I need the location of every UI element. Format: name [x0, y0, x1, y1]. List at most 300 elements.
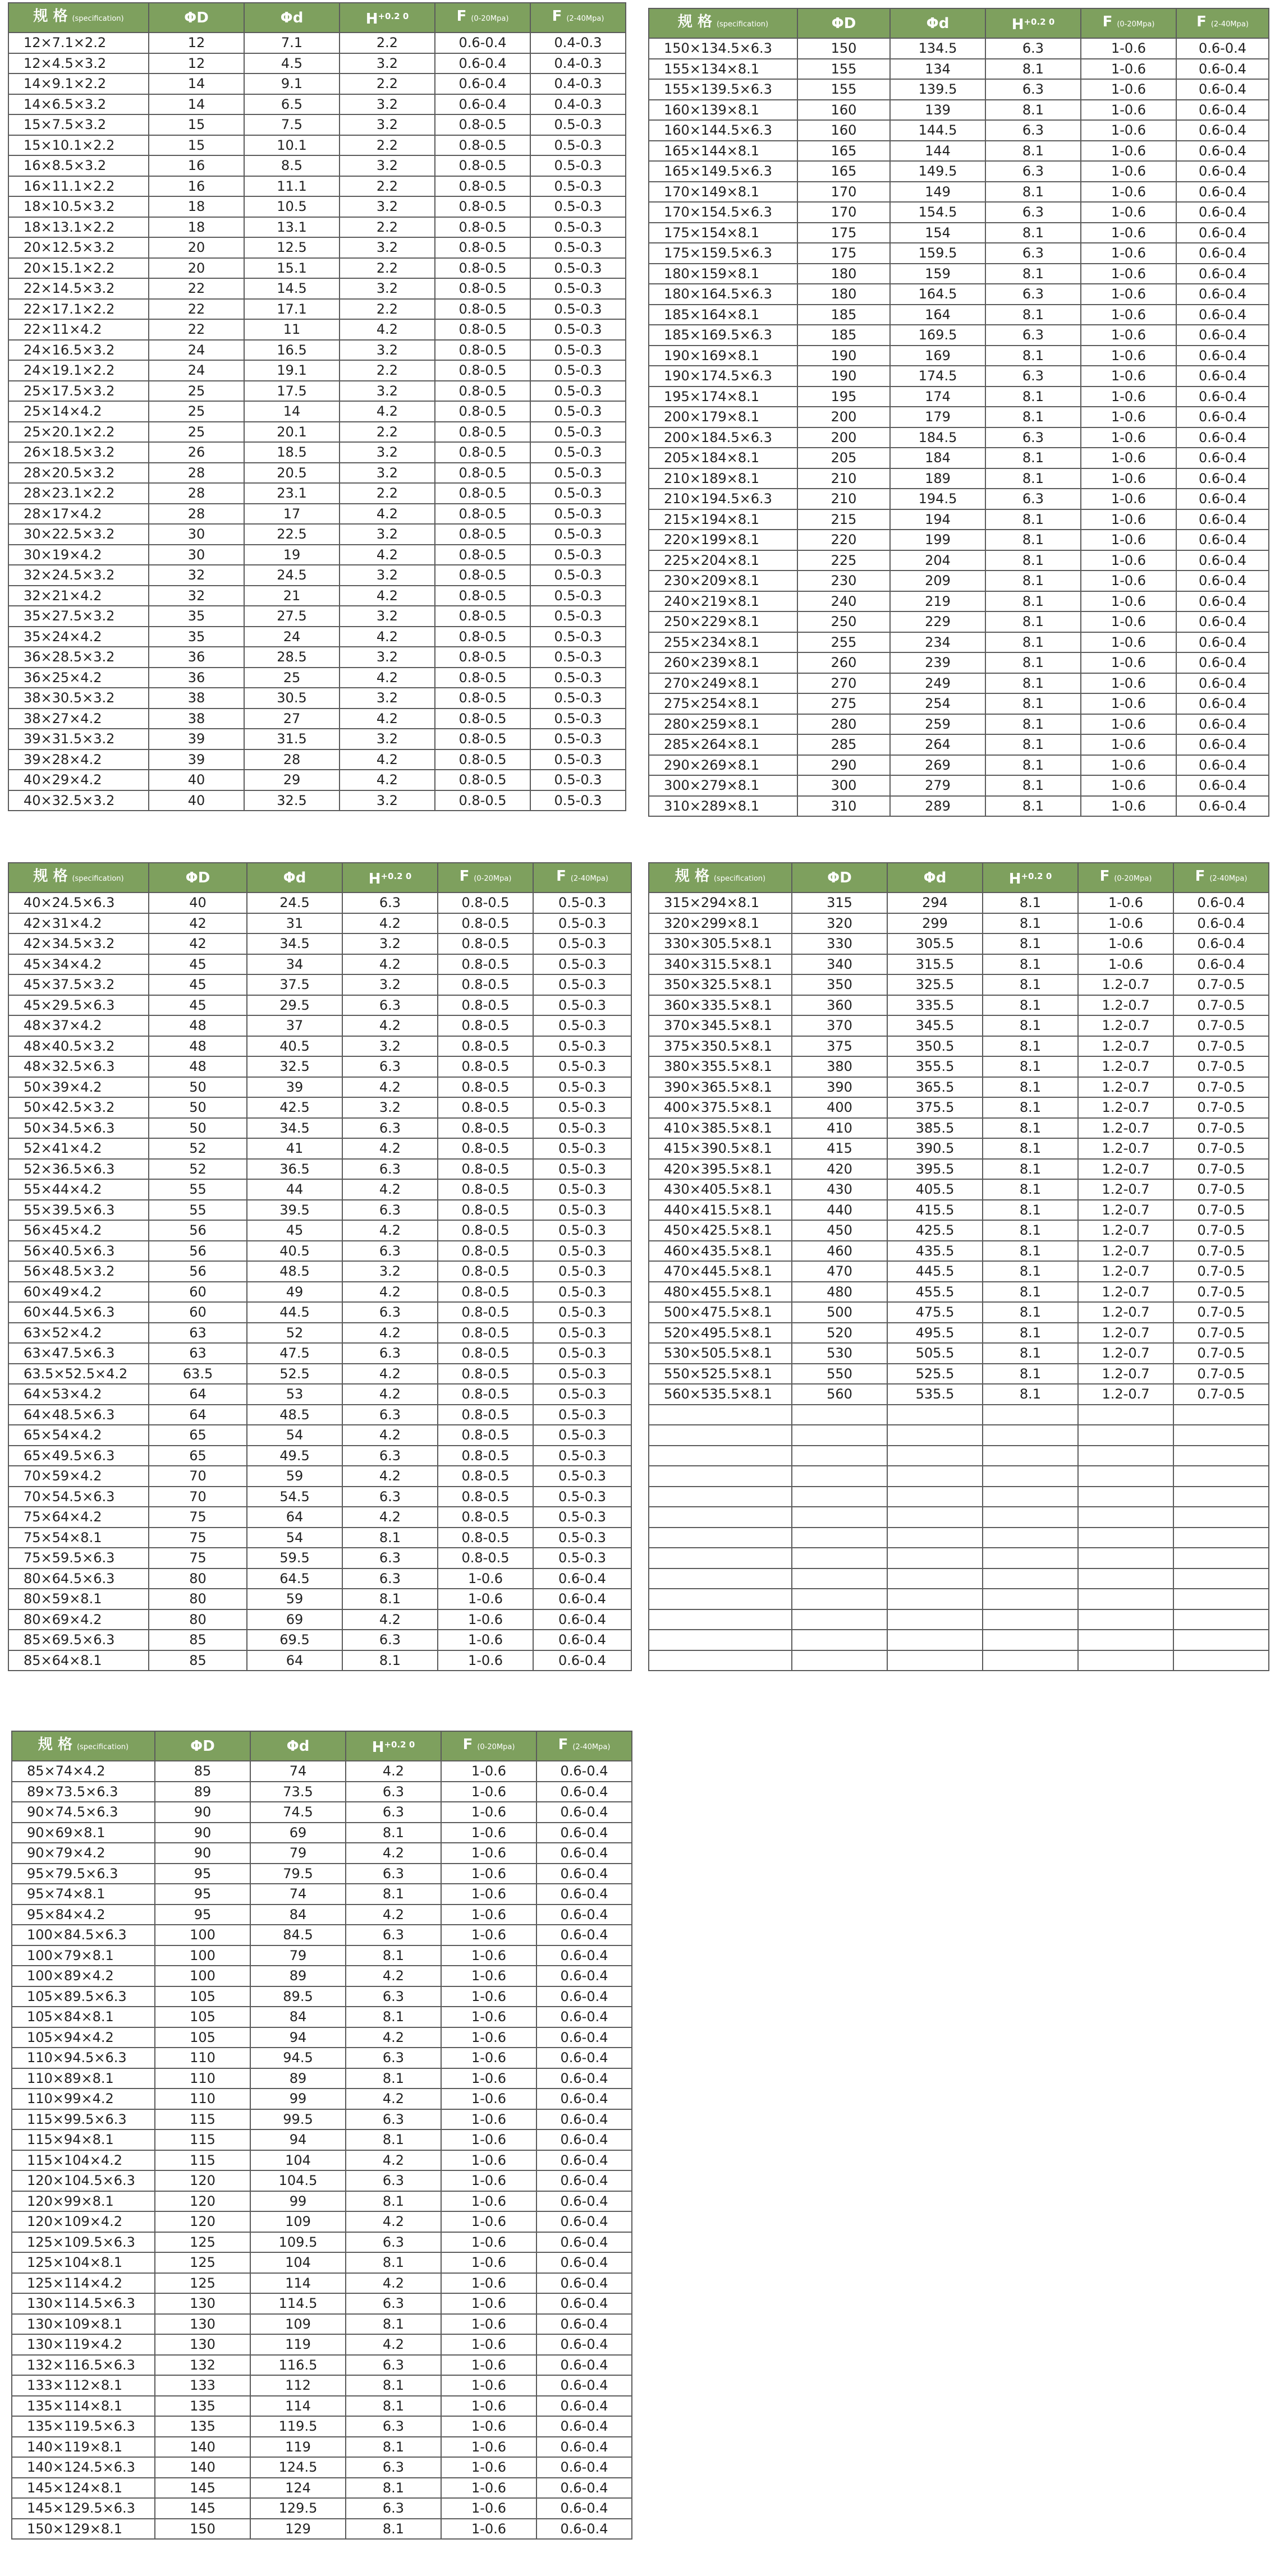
table-row — [8, 155, 626, 176]
table-cell: 110 — [155, 2048, 250, 2068]
table-cell: 23.1 — [244, 483, 340, 504]
table-cell: 89 — [250, 1966, 346, 1986]
table-cell: 0.7-0.5 — [1173, 1056, 1269, 1077]
table-cell: 1-0.6 — [1081, 325, 1176, 346]
table-cell: 155 — [797, 59, 890, 80]
table-cell: 6.3 — [985, 79, 1081, 100]
table-cell: 3.2 — [340, 237, 435, 258]
table-cell: 1-0.6 — [441, 1925, 536, 1945]
table-cell — [792, 1548, 887, 1568]
table-cell: 17.5 — [244, 381, 340, 402]
table-cell: 8.1 — [983, 1364, 1078, 1384]
table-cell: 75 — [149, 1507, 247, 1528]
table-row — [649, 1487, 1269, 1507]
pressure-range-low: (0-20Mpa) — [1117, 20, 1155, 29]
table-cell: 3.2 — [340, 381, 435, 402]
table-cell: 1-0.6 — [1081, 755, 1176, 776]
table-cell: 64 — [247, 1507, 342, 1528]
table-row — [8, 1487, 631, 1507]
table-cell: 350.5 — [887, 1036, 983, 1057]
table-cell: 40×32.5×3.2 — [8, 790, 149, 811]
table-cell: 1-0.6 — [441, 2027, 536, 2048]
table-row — [8, 401, 626, 422]
table-cell: 269 — [890, 755, 985, 776]
table-cell: 1-0.6 — [441, 2498, 536, 2519]
table-cell: 1-0.6 — [1081, 182, 1176, 203]
force-header-low: F — [462, 1736, 473, 1753]
table-cell: 0.6-0.4 — [1176, 284, 1269, 305]
table-row — [8, 463, 626, 484]
table-cell: 100×79×8.1 — [12, 1945, 155, 1966]
table-cell: 0.7-0.5 — [1173, 1220, 1269, 1241]
table-cell: 0.5-0.3 — [530, 749, 626, 770]
table-cell: 185×164×8.1 — [649, 305, 797, 325]
column-header — [649, 8, 797, 38]
table-cell: 0.6-0.4 — [1176, 305, 1269, 325]
table-cell: 1-0.6 — [1081, 202, 1176, 223]
spec-header: 规 格 — [33, 868, 68, 885]
table-cell: 1.2-0.7 — [1078, 1056, 1173, 1077]
table-cell: 0.6-0.4 — [536, 2150, 632, 2171]
table-cell — [649, 1487, 792, 1507]
table-cell: 47.5 — [247, 1343, 342, 1364]
spec-table-5 — [11, 1731, 632, 2540]
table-cell: 2.2 — [340, 176, 435, 197]
table-cell: 110 — [155, 2089, 250, 2109]
table-cell: 530 — [792, 1343, 887, 1364]
table-cell: 495.5 — [887, 1323, 983, 1344]
table-cell: 6.3 — [346, 1802, 441, 1823]
table-row — [8, 1241, 631, 1262]
table-cell: 0.5-0.3 — [533, 933, 631, 954]
table-cell: 50×39×4.2 — [8, 1077, 149, 1098]
table-cell: 22 — [149, 319, 244, 340]
table-cell: 64 — [149, 1384, 247, 1405]
column-header — [887, 863, 983, 893]
table-row — [649, 974, 1269, 995]
table-cell: 50×42.5×3.2 — [8, 1097, 149, 1118]
table-row — [8, 893, 631, 913]
table-row — [649, 120, 1269, 141]
table-row — [649, 1528, 1269, 1548]
table-cell — [887, 1446, 983, 1466]
table-cell: 119 — [250, 2334, 346, 2355]
table-cell: 0.6-0.4 — [536, 2191, 632, 2212]
table-cell: 0.6-0.4 — [536, 1884, 632, 1905]
table-cell: 0.8-0.5 — [438, 1179, 533, 1200]
outer-diameter-header: ΦD — [184, 9, 209, 26]
table-cell: 0.5-0.3 — [530, 688, 626, 709]
table-row — [649, 1200, 1269, 1221]
table-cell: 14.5 — [244, 278, 340, 299]
table-row — [8, 319, 626, 340]
table-cell: 34 — [247, 954, 342, 975]
table-cell — [1173, 1609, 1269, 1630]
table-cell: 0.6-0.4 — [1173, 933, 1269, 954]
table-row — [8, 586, 626, 606]
table-cell: 1-0.6 — [1078, 933, 1173, 954]
table-cell: 28×17×4.2 — [8, 504, 149, 525]
force-header-high: F — [552, 8, 562, 25]
table-cell: 50 — [149, 1077, 247, 1098]
table-cell: 16 — [149, 155, 244, 176]
table-cell: 115 — [155, 2150, 250, 2171]
table-cell: 275 — [797, 693, 890, 714]
table-cell: 45 — [149, 974, 247, 995]
table-cell: 1-0.6 — [1081, 468, 1176, 489]
table-cell: 0.8-0.5 — [435, 545, 530, 565]
table-cell: 3.2 — [342, 933, 438, 954]
table-cell: 6.3 — [342, 1302, 438, 1323]
table-cell: 105×84×8.1 — [12, 2007, 155, 2027]
table-cell: 55 — [149, 1179, 247, 1200]
table-cell: 0.8-0.5 — [435, 463, 530, 484]
table-cell: 116.5 — [250, 2355, 346, 2376]
table-cell: 8.5 — [244, 155, 340, 176]
table-row — [8, 1302, 631, 1323]
table-cell: 280 — [797, 714, 890, 735]
table-row — [649, 427, 1269, 448]
table-cell: 0.7-0.5 — [1173, 1097, 1269, 1118]
table-row — [649, 366, 1269, 387]
table-row — [649, 1548, 1269, 1568]
table-cell: 40 — [149, 893, 247, 913]
table-cell: 130×114.5×6.3 — [12, 2293, 155, 2314]
table-cell: 24×19.1×2.2 — [8, 360, 149, 381]
table-cell — [1173, 1507, 1269, 1528]
table-cell: 194.5 — [890, 489, 985, 509]
table-cell — [792, 1487, 887, 1507]
table-cell: 1-0.6 — [1081, 775, 1176, 796]
table-cell: 0.8-0.5 — [438, 1466, 533, 1487]
table-cell: 1-0.6 — [1078, 954, 1173, 975]
table-cell: 36×28.5×3.2 — [8, 647, 149, 668]
table-cell: 8.1 — [983, 1261, 1078, 1282]
table-cell: 24.5 — [247, 893, 342, 913]
inner-diameter-header: Φd — [286, 1737, 310, 1755]
table-cell: 0.5-0.3 — [533, 1036, 631, 1057]
column-header — [247, 863, 342, 893]
table-cell: 95 — [155, 1864, 250, 1884]
table-cell: 11.1 — [244, 176, 340, 197]
table-cell: 560×535.5×8.1 — [649, 1384, 792, 1405]
table-cell: 27 — [244, 709, 340, 729]
table-header-row — [649, 8, 1269, 38]
column-header — [12, 1731, 155, 1761]
table-cell: 74 — [250, 1761, 346, 1782]
table-cell: 0.6-0.4 — [1176, 346, 1269, 366]
table-cell: 145×129.5×6.3 — [12, 2498, 155, 2519]
table-cell: 11 — [244, 319, 340, 340]
table-cell: 0.4-0.3 — [530, 33, 626, 53]
table-cell: 205 — [797, 448, 890, 468]
table-cell: 1-0.6 — [1081, 509, 1176, 530]
table-cell — [1078, 1650, 1173, 1671]
table-cell: 1-0.6 — [1081, 796, 1176, 817]
table-cell — [887, 1630, 983, 1650]
table-cell: 0.5-0.3 — [530, 340, 626, 361]
table-cell: 0.5-0.3 — [530, 217, 626, 238]
table-cell — [983, 1650, 1078, 1671]
table-cell: 90×74.5×6.3 — [12, 1802, 155, 1823]
table-cell: 1.2-0.7 — [1078, 1036, 1173, 1057]
table-cell: 2.2 — [340, 33, 435, 53]
table-cell: 1-0.6 — [441, 2109, 536, 2130]
table-cell: 1-0.6 — [441, 2457, 536, 2478]
table-row — [649, 893, 1269, 913]
table-cell — [983, 1425, 1078, 1446]
table-cell: 6.3 — [342, 1241, 438, 1262]
table-cell — [887, 1405, 983, 1425]
table-cell: 0.6-0.4 — [1176, 611, 1269, 632]
table-cell: 8.1 — [346, 2068, 441, 2089]
table-cell: 0.5-0.3 — [530, 770, 626, 790]
table-cell: 6.3 — [346, 2498, 441, 2519]
table-cell: 4.2 — [346, 2334, 441, 2355]
table-cell: 194 — [890, 509, 985, 530]
table-row — [12, 1905, 632, 1925]
table-cell: 325.5 — [887, 974, 983, 995]
table-cell: 32 — [149, 586, 244, 606]
table-cell: 50 — [149, 1097, 247, 1118]
table-cell: 24.5 — [244, 565, 340, 586]
table-cell — [887, 1507, 983, 1528]
table-row — [649, 1425, 1269, 1446]
table-cell: 0.8-0.5 — [435, 606, 530, 627]
table-cell: 165 — [797, 141, 890, 162]
column-header — [244, 3, 340, 33]
table-cell: 2.2 — [340, 135, 435, 156]
table-cell — [1078, 1589, 1173, 1609]
table-cell: 40.5 — [247, 1241, 342, 1262]
column-header — [340, 3, 435, 33]
column-header — [8, 3, 149, 33]
table-cell: 440×415.5×8.1 — [649, 1200, 792, 1221]
table-row — [649, 1241, 1269, 1262]
table-cell: 6.3 — [346, 2416, 441, 2437]
table-cell: 1.2-0.7 — [1078, 1282, 1173, 1303]
table-cell: 1-0.6 — [441, 2396, 536, 2417]
spec-header: 规 格 — [38, 1736, 72, 1753]
table-cell: 0.5-0.3 — [530, 114, 626, 135]
table-cell — [1173, 1650, 1269, 1671]
table-cell: 305.5 — [887, 933, 983, 954]
table-cell: 3.2 — [342, 1097, 438, 1118]
table-cell: 56×45×4.2 — [8, 1220, 149, 1241]
table-row — [649, 1282, 1269, 1303]
table-cell: 80×64.5×6.3 — [8, 1568, 149, 1589]
table-cell: 1-0.6 — [441, 2355, 536, 2376]
table-cell: 0.6-0.4 — [536, 2129, 632, 2150]
table-cell: 2.2 — [340, 217, 435, 238]
table-cell: 505.5 — [887, 1343, 983, 1364]
table-cell: 52 — [149, 1159, 247, 1180]
table-cell: 0.5-0.3 — [533, 974, 631, 995]
table-row — [12, 2027, 632, 2048]
table-cell: 6.3 — [346, 1986, 441, 2007]
table-cell: 63×47.5×6.3 — [8, 1343, 149, 1364]
table-cell: 3.2 — [340, 688, 435, 709]
table-cell: 0.8-0.5 — [435, 504, 530, 525]
table-cell: 124 — [250, 2478, 346, 2499]
table-cell: 0.8-0.5 — [438, 1118, 533, 1139]
table-cell: 22 — [149, 299, 244, 320]
table-cell: 3.2 — [340, 196, 435, 217]
table-cell: 0.6-0.4 — [1176, 755, 1269, 776]
table-cell: 1-0.6 — [1081, 407, 1176, 427]
table-cell: 0.6-0.4 — [536, 2027, 632, 2048]
table-row — [8, 668, 626, 688]
table-cell: 0.5-0.3 — [530, 237, 626, 258]
table-cell: 6.3 — [342, 1548, 438, 1568]
table-cell: 175 — [797, 223, 890, 243]
table-cell: 30×19×4.2 — [8, 545, 149, 565]
table-cell: 0.5-0.3 — [530, 299, 626, 320]
table-cell: 29 — [244, 770, 340, 790]
table-cell: 0.6-0.4 — [435, 33, 530, 53]
table-row — [8, 1548, 631, 1568]
table-cell: 105×89.5×6.3 — [12, 1986, 155, 2007]
table-cell: 299 — [887, 913, 983, 934]
table-cell: 430 — [792, 1179, 887, 1200]
table-cell: 0.6-0.4 — [1176, 141, 1269, 162]
table-cell: 135 — [155, 2396, 250, 2417]
table-cell: 0.6-0.4 — [533, 1630, 631, 1650]
table-cell: 460×435.5×8.1 — [649, 1241, 792, 1262]
table-cell: 0.6-0.4 — [536, 2048, 632, 2068]
table-cell: 8.1 — [983, 1077, 1078, 1098]
table-cell: 8.1 — [346, 2314, 441, 2335]
table-cell: 455.5 — [887, 1282, 983, 1303]
pressure-range-high: (2-40Mpa) — [1209, 875, 1248, 883]
table-cell: 12.5 — [244, 237, 340, 258]
table-cell: 1-0.6 — [1081, 100, 1176, 121]
inner-diameter-header: Φd — [923, 869, 947, 886]
table-cell: 42×31×4.2 — [8, 913, 149, 934]
table-row — [8, 340, 626, 361]
table-cell: 335.5 — [887, 995, 983, 1016]
table-cell: 8.1 — [346, 2396, 441, 2417]
table-cell: 105 — [155, 1986, 250, 2007]
table-cell: 69 — [250, 1823, 346, 1843]
table-cell: 0.6-0.4 — [536, 1864, 632, 1884]
table-row — [649, 1220, 1269, 1241]
table-cell: 0.6-0.4 — [536, 2416, 632, 2437]
table-row — [649, 100, 1269, 121]
table-cell: 120×99×8.1 — [12, 2191, 155, 2212]
table-cell: 430×405.5×8.1 — [649, 1179, 792, 1200]
table-cell: 190×174.5×6.3 — [649, 366, 797, 387]
table-cell: 1-0.6 — [441, 1986, 536, 2007]
table-cell: 0.6-0.4 — [536, 1782, 632, 1802]
table-cell — [649, 1405, 792, 1425]
table-cell: 19 — [244, 545, 340, 565]
table-cell: 0.8-0.5 — [438, 1159, 533, 1180]
table-cell: 49.5 — [247, 1446, 342, 1466]
table-cell: 12 — [149, 33, 244, 53]
table-cell: 100 — [155, 1966, 250, 1986]
table-cell: 2.2 — [340, 360, 435, 381]
table-cell: 1-0.6 — [438, 1650, 533, 1671]
table-row — [8, 33, 626, 53]
table-cell: 1-0.6 — [1081, 611, 1176, 632]
table-cell: 0.7-0.5 — [1173, 1036, 1269, 1057]
table-row — [8, 1015, 631, 1036]
spec-sub-label: (specification) — [716, 20, 769, 29]
table-cell: 4.2 — [340, 401, 435, 422]
table-cell: 0.5-0.3 — [530, 729, 626, 749]
table-cell: 15.1 — [244, 258, 340, 279]
table-cell: 500×475.5×8.1 — [649, 1302, 792, 1323]
table-cell — [792, 1425, 887, 1446]
table-row — [649, 305, 1269, 325]
table-cell: 85 — [149, 1630, 247, 1650]
table-cell: 1-0.6 — [1081, 693, 1176, 714]
table-cell: 85×74×4.2 — [12, 1761, 155, 1782]
table-cell: 175×154×8.1 — [649, 223, 797, 243]
table-cell: 80 — [149, 1609, 247, 1630]
table-cell: 0.6-0.4 — [536, 2089, 632, 2109]
table-cell: 0.5-0.3 — [533, 1179, 631, 1200]
spec-sub-label: (specification) — [713, 875, 766, 883]
table-cell: 1-0.6 — [1081, 264, 1176, 284]
table-cell: 0.8-0.5 — [438, 1036, 533, 1057]
table-cell: 25×17.5×3.2 — [8, 381, 149, 402]
table-cell: 8.1 — [983, 1097, 1078, 1118]
spec-table-1 — [8, 2, 626, 811]
table-cell: 130×109×8.1 — [12, 2314, 155, 2335]
height-header: H — [1008, 871, 1021, 887]
table-cell: 150 — [155, 2519, 250, 2540]
table-cell: 365.5 — [887, 1077, 983, 1098]
table-cell: 104 — [250, 2252, 346, 2273]
table-cell: 129.5 — [250, 2498, 346, 2519]
table-cell: 0.8-0.5 — [435, 709, 530, 729]
table-cell: 0.6-0.4 — [435, 94, 530, 115]
table-cell: 0.5-0.3 — [533, 1302, 631, 1323]
table-cell: 40 — [149, 790, 244, 811]
table-row — [8, 360, 626, 381]
table-cell: 14 — [244, 401, 340, 422]
table-cell: 10.5 — [244, 196, 340, 217]
table-cell: 1.2-0.7 — [1078, 1364, 1173, 1384]
table-cell: 4.2 — [342, 1384, 438, 1405]
table-cell — [1173, 1425, 1269, 1446]
table-cell: 0.6-0.4 — [536, 2355, 632, 2376]
table-cell: 220 — [797, 530, 890, 550]
table-cell: 0.5-0.3 — [533, 1425, 631, 1446]
table-cell: 1-0.6 — [441, 2334, 536, 2355]
table-cell: 0.5-0.3 — [530, 319, 626, 340]
table-row — [8, 422, 626, 443]
table-cell: 1-0.6 — [441, 1905, 536, 1925]
table-cell: 120 — [155, 2170, 250, 2191]
table-cell: 1.2-0.7 — [1078, 1343, 1173, 1364]
table-cell: 100×84.5×6.3 — [12, 1925, 155, 1945]
table-cell: 0.8-0.5 — [435, 278, 530, 299]
table-cell: 14×9.1×2.2 — [8, 73, 149, 94]
table-cell: 12×4.5×3.2 — [8, 53, 149, 74]
table-cell: 150×129×8.1 — [12, 2519, 155, 2540]
table-cell: 6.3 — [346, 2232, 441, 2253]
table-cell: 360 — [792, 995, 887, 1016]
table-cell: 1-0.6 — [1081, 489, 1176, 509]
table-cell: 3.2 — [340, 463, 435, 484]
table-cell: 0.8-0.5 — [435, 114, 530, 135]
table-cell — [983, 1589, 1078, 1609]
table-cell — [1173, 1466, 1269, 1487]
table-row — [8, 1056, 631, 1077]
